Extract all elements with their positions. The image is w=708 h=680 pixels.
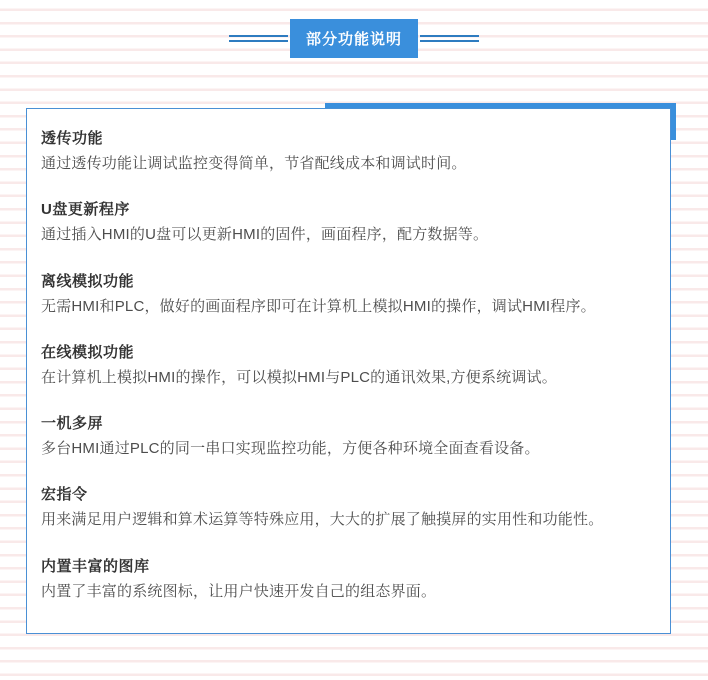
feature-heading: 内置丰富的图库 <box>41 557 150 575</box>
feature-description: 在计算机上模拟HMI的操作，可以模拟HMI与PLC的通讯效果,方便系统调试。 <box>41 368 557 386</box>
feature-section <box>41 559 656 600</box>
page-title: 部分功能说明 <box>290 19 418 58</box>
banner-right-double-line <box>420 35 479 42</box>
feature-section <box>41 202 656 243</box>
section-title-banner <box>0 19 708 58</box>
features-card <box>26 108 671 634</box>
feature-heading: 离线模拟功能 <box>41 272 135 290</box>
feature-description: 无需HMI和PLC，做好的画面程序即可在计算机上模拟HMI的操作，调试HMI程序。 <box>41 297 596 315</box>
feature-section <box>41 416 656 457</box>
feature-section <box>41 131 656 172</box>
feature-description: 通过透传功能让调试监控变得简单，节省配线成本和调试时间。 <box>41 155 467 172</box>
feature-description: 通过插入HMI的U盘可以更新HMI的固件，画面程序，配方数据等。 <box>41 226 489 244</box>
feature-description: 用来满足用户逻辑和算术运算等特殊应用，大大的扩展了触摸屏的实用性和功能性。 <box>41 511 604 529</box>
feature-section <box>41 345 656 386</box>
feature-description: 内置了丰富的系统图标，让用户快速开发自己的组态界面。 <box>41 582 437 600</box>
feature-section <box>41 274 656 315</box>
feature-heading: U盘更新程序 <box>41 201 130 219</box>
feature-heading: 宏指令 <box>41 486 88 504</box>
feature-heading: 透传功能 <box>41 130 104 147</box>
feature-heading: 在线模拟功能 <box>41 343 135 361</box>
feature-description: 多台HMI通过PLC的同一串口实现监控功能，方便各种环境全面查看设备。 <box>41 440 540 457</box>
feature-heading: 一机多屏 <box>41 415 104 432</box>
feature-section <box>41 487 656 528</box>
banner-left-double-line <box>229 35 288 42</box>
